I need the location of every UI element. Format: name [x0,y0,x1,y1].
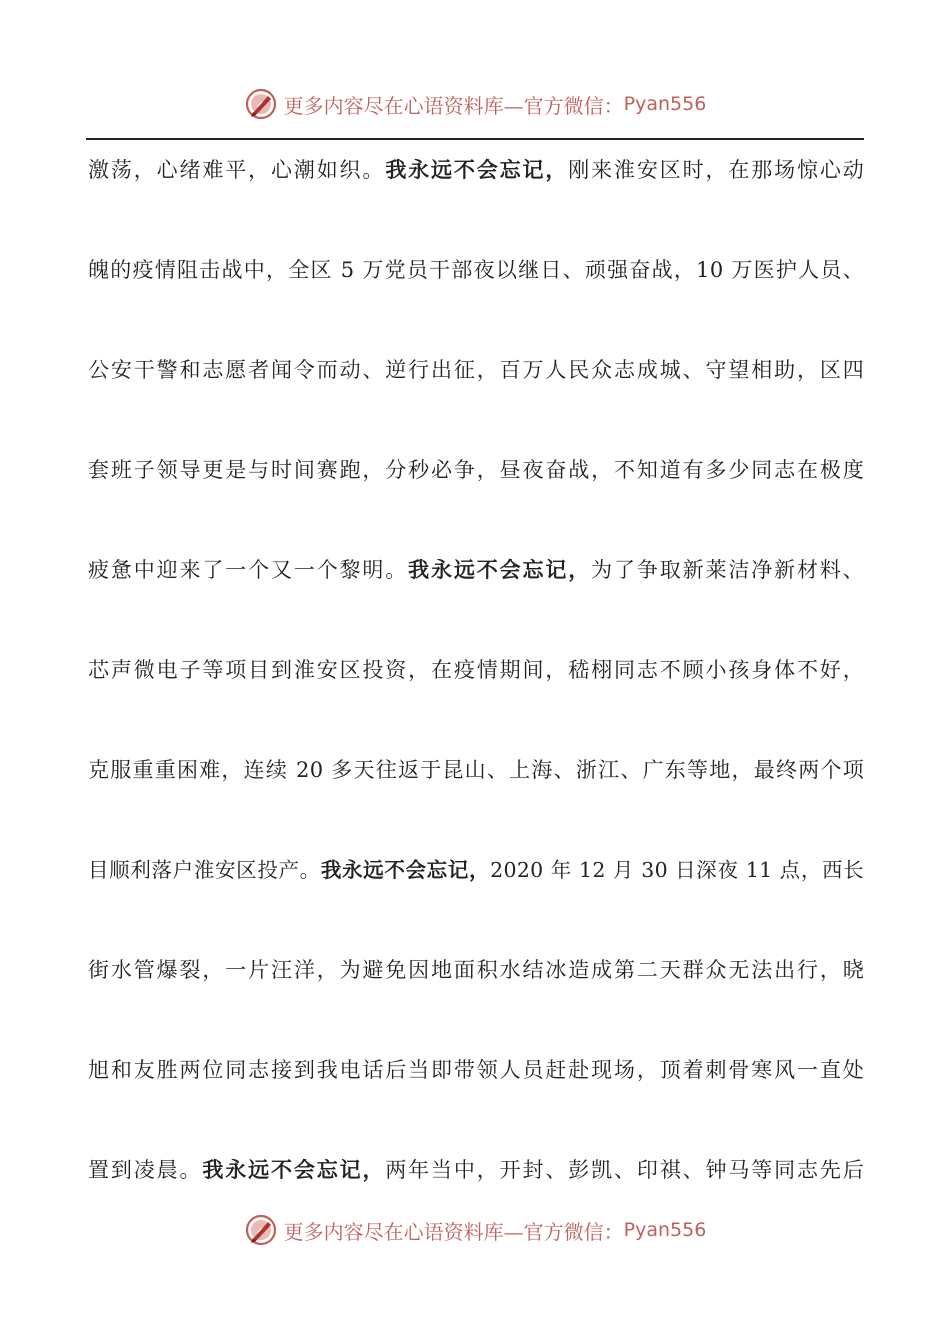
text-run: 魄的疫情阻击战中，全区 5 万党员干部夜以继日、顽强奋战，10 万医护人员、 [88,258,864,282]
document-body [88,148,864,1248]
text-run: 克服重重困难，连续 20 多天往返于昆山、上海、浙江、广东等地，最终两个项 [88,758,864,782]
text-line [88,848,864,948]
header-banner [0,84,950,124]
emphasis-phrase: 我永远不会忘记， [408,558,592,582]
text-run: 套班子领导更是与时间赛跑，分秒必争，昼夜奋战，不知道有多少同志在极度 [88,458,864,482]
text-run: 街水管爆裂，一片汪洋，为避免因地面积水结冰造成第二天群众无法出行，晓 [88,958,864,982]
pen-nib-logo-icon [244,1213,278,1247]
text-run: 疲惫中迎来了一个又一个黎明。 [88,558,409,582]
text-line [88,748,864,848]
text-run: 芯声微电子等项目到淮安区投资，在疫情期间，嵇栩同志不顾小孩身体不好， [88,658,864,682]
emphasis-phrase: 我永远不会忘记， [202,1158,386,1182]
footer-wechat-id: Pyan556 [623,1219,707,1241]
text-run: 置到凌晨。 [88,1158,203,1182]
text-line [88,248,864,348]
text-run: 公安干警和志愿者闻令而动、逆行出征，百万人民众志成城、守望相助，区四 [88,358,864,382]
text-line [88,548,864,648]
text-run: 旭和友胜两位同志接到我电话后当即带领人员赶赴现场，顶着刺骨寒风一直处 [88,1058,864,1082]
emphasis-phrase: 我永远不会忘记， [385,158,569,182]
header-wechat-id: Pyan556 [623,93,707,115]
footer-banner-text: 更多内容尽在心语资料库—官方微信： [283,1219,624,1244]
header-banner-text: 更多内容尽在心语资料库—官方微信： [283,93,624,118]
text-line [88,448,864,548]
text-run: 激荡，心绪难平，心潮如织。 [88,158,386,182]
text-run: 目顺利落户淮安区投产。 [88,858,321,882]
text-line [88,648,864,748]
text-run: 刚来淮安区时，在那场惊心动 [568,158,864,182]
pen-nib-logo-icon [244,87,278,121]
header-rule [86,138,864,140]
emphasis-phrase: 我永远不会忘记， [320,858,491,882]
text-line [88,348,864,448]
text-run: 2020 年 12 月 30 日深夜 11 点，西长 [490,858,864,882]
text-run: 为了争取新莱洁净新材料、 [591,558,864,582]
footer-banner [0,1210,950,1250]
text-line [88,148,864,248]
text-line [88,1048,864,1148]
text-line [88,948,864,1048]
text-run: 两年当中，开封、彭凯、印祺、钟马等同志先后 [385,1158,864,1182]
